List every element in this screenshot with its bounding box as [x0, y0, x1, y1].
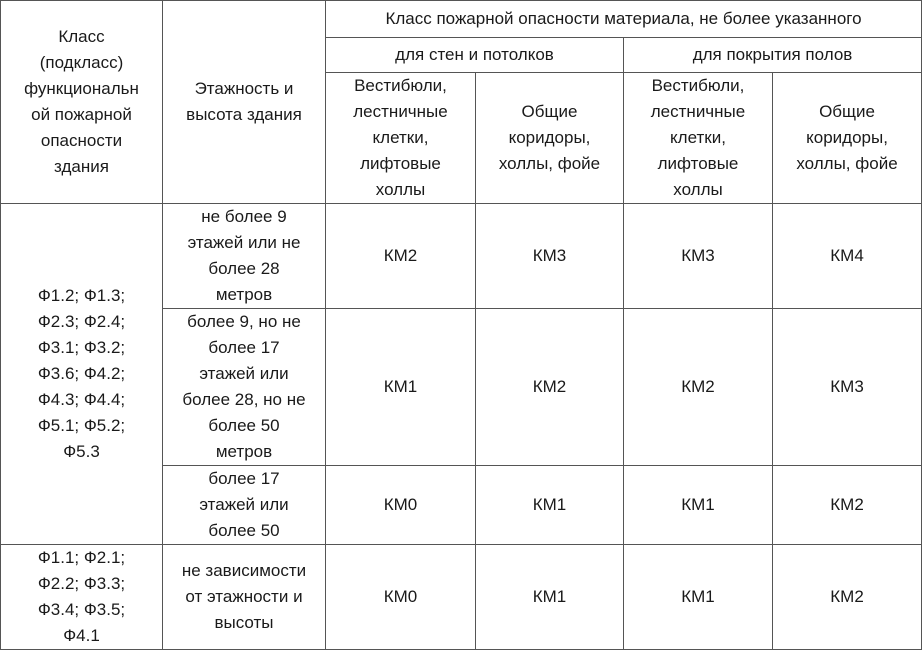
value-cell: КМ1 [624, 466, 773, 545]
value-cell: КМ2 [476, 309, 624, 466]
value-cell: КМ3 [773, 309, 922, 466]
header-floor-lobbies: Вестибюли, лестничные клетки, лифтовые холлы [624, 73, 773, 204]
header-floors-height: Этажность и высота здания [163, 1, 326, 204]
value-cell: КМ0 [326, 545, 476, 650]
header-floor-corridors: Общие коридоры, холлы, фойе [773, 73, 922, 204]
value-cell: КМ3 [624, 204, 773, 309]
floors-cell: не зависимости от этажности и высоты [163, 545, 326, 650]
floors-cell: не более 9 этажей или не более 28 метров [163, 204, 326, 309]
table-row [1, 204, 922, 309]
header-walls-ceilings: для стен и потолков [326, 38, 624, 73]
value-cell: КМ2 [326, 204, 476, 309]
header-row-1 [1, 1, 922, 38]
header-material-hazard-class: Класс пожарной опасности материала, не более указанного [326, 1, 922, 38]
class-group-a: Ф1.2; Ф1.3; Ф2.3; Ф2.4; Ф3.1; Ф3.2; Ф3.6; Ф4.2; Ф4.3; Ф4.4; Ф5.1; Ф5.2; Ф5.3 [1, 204, 163, 545]
value-cell: КМ3 [476, 204, 624, 309]
header-walls-lobbies: Вестибюли, лестничные клетки, лифтовые холлы [326, 73, 476, 204]
value-cell: КМ2 [773, 545, 922, 650]
value-cell: КМ2 [773, 466, 922, 545]
header-walls-corridors: Общие коридоры, холлы, фойе [476, 73, 624, 204]
header-floor-covering: для покрытия полов [624, 38, 922, 73]
value-cell: КМ4 [773, 204, 922, 309]
class-group-b: Ф1.1; Ф2.1; Ф2.2; Ф3.3; Ф3.4; Ф3.5; Ф4.1 [1, 545, 163, 650]
value-cell: КМ0 [326, 466, 476, 545]
value-cell: КМ1 [476, 545, 624, 650]
value-cell: КМ1 [624, 545, 773, 650]
value-cell: КМ1 [326, 309, 476, 466]
value-cell: КМ1 [476, 466, 624, 545]
floors-cell: более 17 этажей или более 50 [163, 466, 326, 545]
value-cell: КМ2 [624, 309, 773, 466]
floors-cell: более 9, но не более 17 этажей или более 28, но не более 50 метров [163, 309, 326, 466]
header-functional-class: Класс (подкласс) функциональн ой пожарной опасности здания [1, 1, 163, 204]
table-row [1, 545, 922, 650]
